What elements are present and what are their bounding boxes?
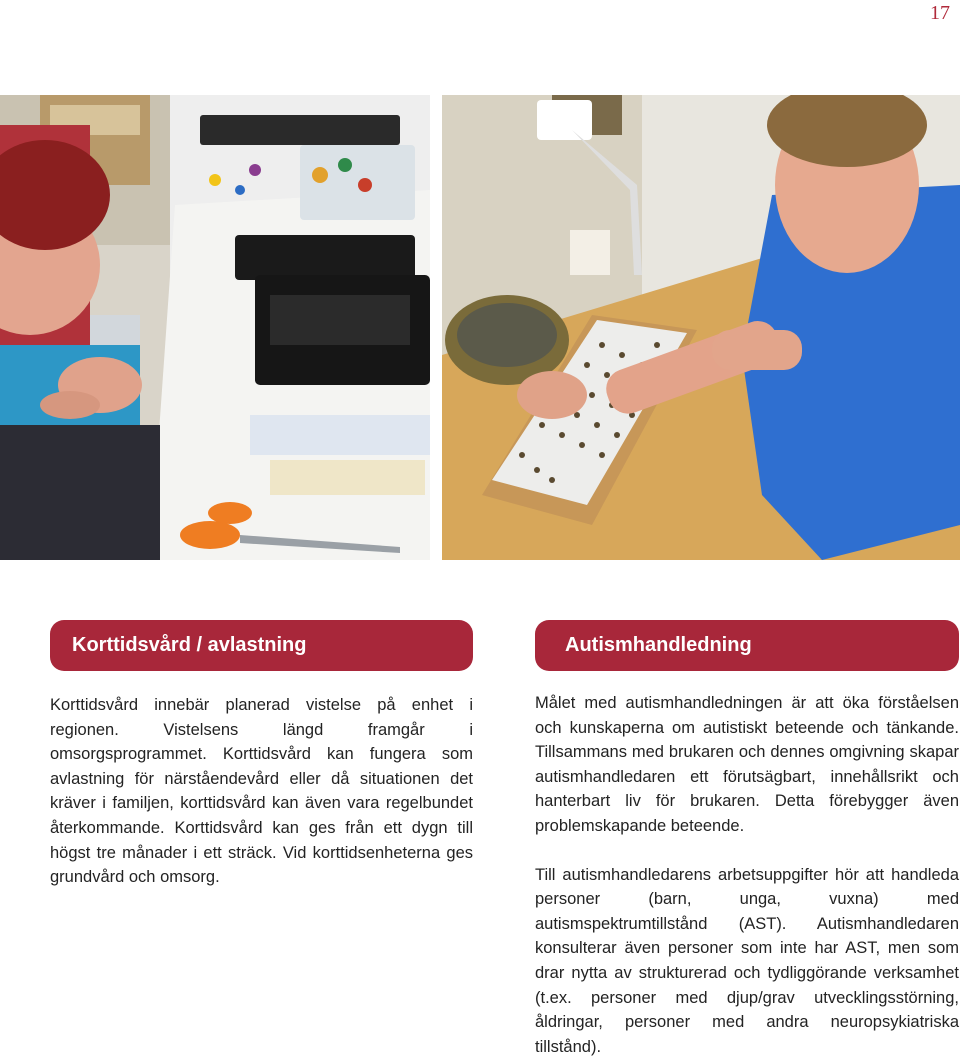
section-heading-korttidsvard: Korttidsvård / avlastning xyxy=(50,620,473,671)
paragraph-autism-goal: Målet med autismhandledningen är att öka förståelsen och kunskaperna om autistiskt beteende och tänkande. Tillsammans med brukaren och dennes omgivning skapar autismhandledaren ett förutsägbart, innehållsrikt och hanterbart liv för brukaren. Detta förebygger även problemskapande beteende. xyxy=(535,694,959,835)
photo-man-pegboard xyxy=(442,95,960,560)
photo-man-pegboard-illustration xyxy=(442,95,960,560)
photo-woman-crafting xyxy=(0,95,430,560)
section-autismhandledning xyxy=(535,620,959,1059)
photo-woman-crafting-illustration xyxy=(0,95,430,560)
page-number: 17 xyxy=(930,2,950,24)
section-korttidsvard xyxy=(50,620,473,890)
paragraph-autism-tasks: Till autismhandledarens arbetsuppgifter hör att handleda personer (barn, unga, vuxna) med autismspektrumtillstånd (AST). Autismhandledaren konsulterar även personer som inte har AST, men som drar nytta av strukturerad och tydliggörande verksamhet (t.ex. personer med djup/grav utvecklingsstörning, åldringar, personer med andra neuropsykiatriska tillstånd). xyxy=(535,865,959,1056)
paragraph-korttidsvard: Korttidsvård innebär planerad vistelse på enhet i regionen. Vistelsens längd framgår i omsorgsprogrammet. Korttidsvård kan fungera som avlastning för närståendevård eller då situationen det kräver i familjen, korttidsvård kan även vara regelbundet återkommande. Korttidsvård kan ges från ett dygn till högst tre månader i ett sträck. Vid korttidsenheterna ges grundvård och omsorg. xyxy=(50,696,473,887)
section-heading-autismhandledning: Autismhandledning xyxy=(535,620,959,671)
